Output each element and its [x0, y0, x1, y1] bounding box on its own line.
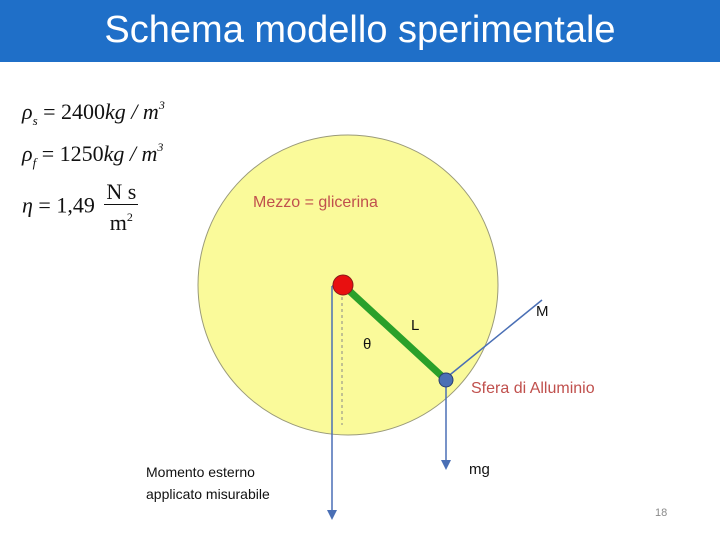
rho-s-unit: kg / m	[105, 99, 159, 124]
angle-label: θ	[363, 336, 372, 353]
page-title: Schema modello sperimentale	[104, 9, 616, 51]
medium-label: Mezzo = glicerina	[253, 194, 378, 211]
rho-f-value: = 1250	[41, 141, 104, 166]
weight-label: mg	[469, 461, 490, 478]
rho-f-subscript: f	[32, 155, 37, 170]
rho-f-exponent: 3	[157, 140, 164, 154]
eta-unit-den-base: m	[109, 210, 127, 235]
rho-s-exponent: 3	[158, 98, 165, 112]
external-moment-label-line2: applicato misurabile	[146, 486, 270, 502]
pivot-point	[333, 275, 353, 295]
rho-s-subscript: s	[32, 113, 38, 128]
page-number: 18	[655, 507, 668, 519]
length-label: L	[411, 317, 420, 334]
moment-label: M	[536, 303, 549, 320]
rho-f-unit: kg / m	[103, 141, 158, 166]
rho-s-symbol: ρ	[22, 99, 33, 124]
rho-f-symbol: ρ	[22, 141, 33, 166]
eta-symbol: η	[22, 192, 33, 218]
rho-s-value: = 2400	[43, 99, 106, 124]
eta-unit-den-exponent: 2	[126, 210, 133, 224]
eta-value: = 1,49	[38, 192, 95, 218]
eta-unit-numerator: N s	[106, 179, 137, 204]
aluminum-sphere	[439, 373, 453, 387]
external-moment-label-line1: Momento esterno	[146, 464, 255, 480]
sphere-label: Sfera di Alluminio	[471, 380, 595, 397]
